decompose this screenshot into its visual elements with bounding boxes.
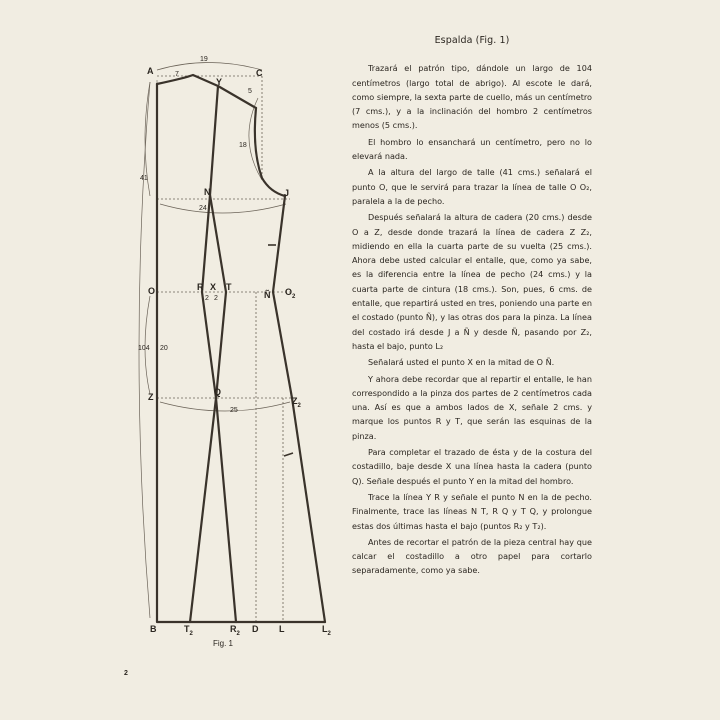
paragraph-1: Trazará el patrón tipo, dándole un largo de 104 centímetros (largo total de abrigo). Al escote le dará, como siempre, la sexta parte de cuello, más un centímetro (7 cms.), y a la inclinación del hombro 2 centímetros menos (5 cms.).	[352, 63, 592, 131]
point-x-label: X	[210, 282, 217, 292]
paragraph-4: Después señalará la altura de cadera (20 cms.) desde O a Z, desde donde trazará la línea de cadera Z Z₂, midiendo en ella la cuarta parte de su vuelta (25 cms.). Ahora debe usted calcular el entalle, que, como ya sabe, es la diferencia entre la línea de pecho (24 cms.) y la cuarta parte de cintura (18 cms.). Son, pues, 6 cms. de entalle, que repartirá usted en tres, poniendo una parte en el costado (punto Ñ), y las otras dos para la pinza. La línea del costado irá desde J a Ñ y desde Ñ, pasando por Z₂, hasta el bajo, punto L₂	[352, 212, 592, 351]
chest-arc	[160, 204, 286, 213]
center-back-and-hem	[157, 84, 325, 622]
dim-hip: 25	[230, 407, 238, 414]
point-r-label: R	[197, 282, 204, 292]
notch-2	[284, 453, 293, 456]
dim-armhole: 18	[239, 142, 247, 149]
point-r2-sub: 2	[236, 630, 240, 637]
point-l2-label	[322, 625, 331, 637]
point-d-label: D	[252, 624, 259, 634]
dim-hip-depth: 20	[160, 345, 168, 352]
paragraph-5: Señalará usted el punto X en la mitad de O Ñ.	[368, 357, 555, 368]
point-n-tilde-label: Ñ	[264, 290, 271, 300]
point-t2-base: T	[184, 624, 190, 634]
point-t2-label	[184, 625, 193, 637]
dim-top-width: 19	[200, 56, 208, 63]
page-number: 2	[124, 670, 128, 677]
point-c-label: C	[256, 68, 263, 78]
dim-neck: 7	[175, 71, 179, 78]
dim-chest: 24	[199, 205, 207, 212]
point-t2-sub: 2	[189, 630, 193, 637]
line-n-t	[210, 195, 226, 292]
point-r2-base: R	[230, 624, 237, 634]
point-q-label: Q	[214, 387, 222, 397]
side-seam	[273, 196, 325, 622]
paragraph-9: Antes de recortar el patrón de la pieza central hay que calcar el costadillo a otro papel para cortarlo separadamente, como ya sabe.	[352, 536, 592, 576]
point-l-label: L	[279, 624, 285, 634]
paragraph-3: A la altura del largo de talle (41 cms.) señalará el punto O, que le servirá para trazar la línea de talle O O₂, paralela a la de pecho.	[352, 167, 592, 206]
dim-dart-right: 2	[214, 295, 218, 302]
paragraph-2: El hombro lo ensanchará un centímetro, pero no lo elevará nada.	[352, 136, 592, 162]
point-l2-sub: 2	[327, 630, 331, 637]
figure-caption: Fig. 1	[213, 639, 234, 648]
point-o2-base: O	[285, 287, 293, 297]
paragraph-8: Trace la línea Y R y señale el punto N en la de pecho. Finalmente, trace las líneas N T, R Q y T Q, y prolongue estas dos últimas hasta el bajo (puntos R₂ y T₂).	[352, 491, 592, 531]
point-b-label: B	[150, 624, 157, 634]
paragraph-6: Y ahora debe recordar que al repartir el entalle, le han correspondido a la pinza dos partes de 2 centímetros cada una. Así es que a ambos lados de X, señale 2 cms. y marque los puntos R y T, que serán las esquinas de la pinza.	[352, 373, 592, 441]
point-z2-sub: 2	[297, 402, 301, 409]
point-t-label: T	[226, 282, 232, 292]
point-a-label: A	[147, 66, 154, 76]
point-z-label: Z	[148, 392, 154, 402]
dim-shoulder: 5	[248, 88, 252, 95]
point-r2-label	[230, 625, 240, 637]
point-z2-base: Z	[292, 396, 298, 406]
instructions-column	[352, 34, 592, 580]
dim-total-length: 104	[138, 345, 150, 352]
point-n-label: N	[204, 187, 211, 197]
armhole-curve	[255, 108, 285, 196]
point-z2-label	[292, 397, 301, 409]
point-j-label: J	[284, 188, 290, 198]
hip-arc	[160, 402, 290, 411]
top-width-arc	[157, 63, 262, 71]
paragraph-7: Para completar el trazado de ésta y de la costura del costadillo, baje desde X una línea hasta la cadera (punto Q). Señale después el punto Y en la mitad del hombro.	[352, 447, 592, 486]
point-y-label: Y	[216, 77, 223, 87]
point-o2-sub: 2	[292, 293, 296, 300]
dim-dart-left: 2	[205, 295, 209, 302]
point-o-label: O	[148, 286, 156, 296]
point-o2-label	[285, 288, 295, 300]
neck-and-shoulder	[157, 75, 256, 108]
point-l2-base: L	[322, 624, 328, 634]
dim-waist-length: 41	[140, 175, 148, 182]
section-title: Espalda (Fig. 1)	[434, 35, 510, 46]
line-r-q-r2	[202, 292, 236, 622]
